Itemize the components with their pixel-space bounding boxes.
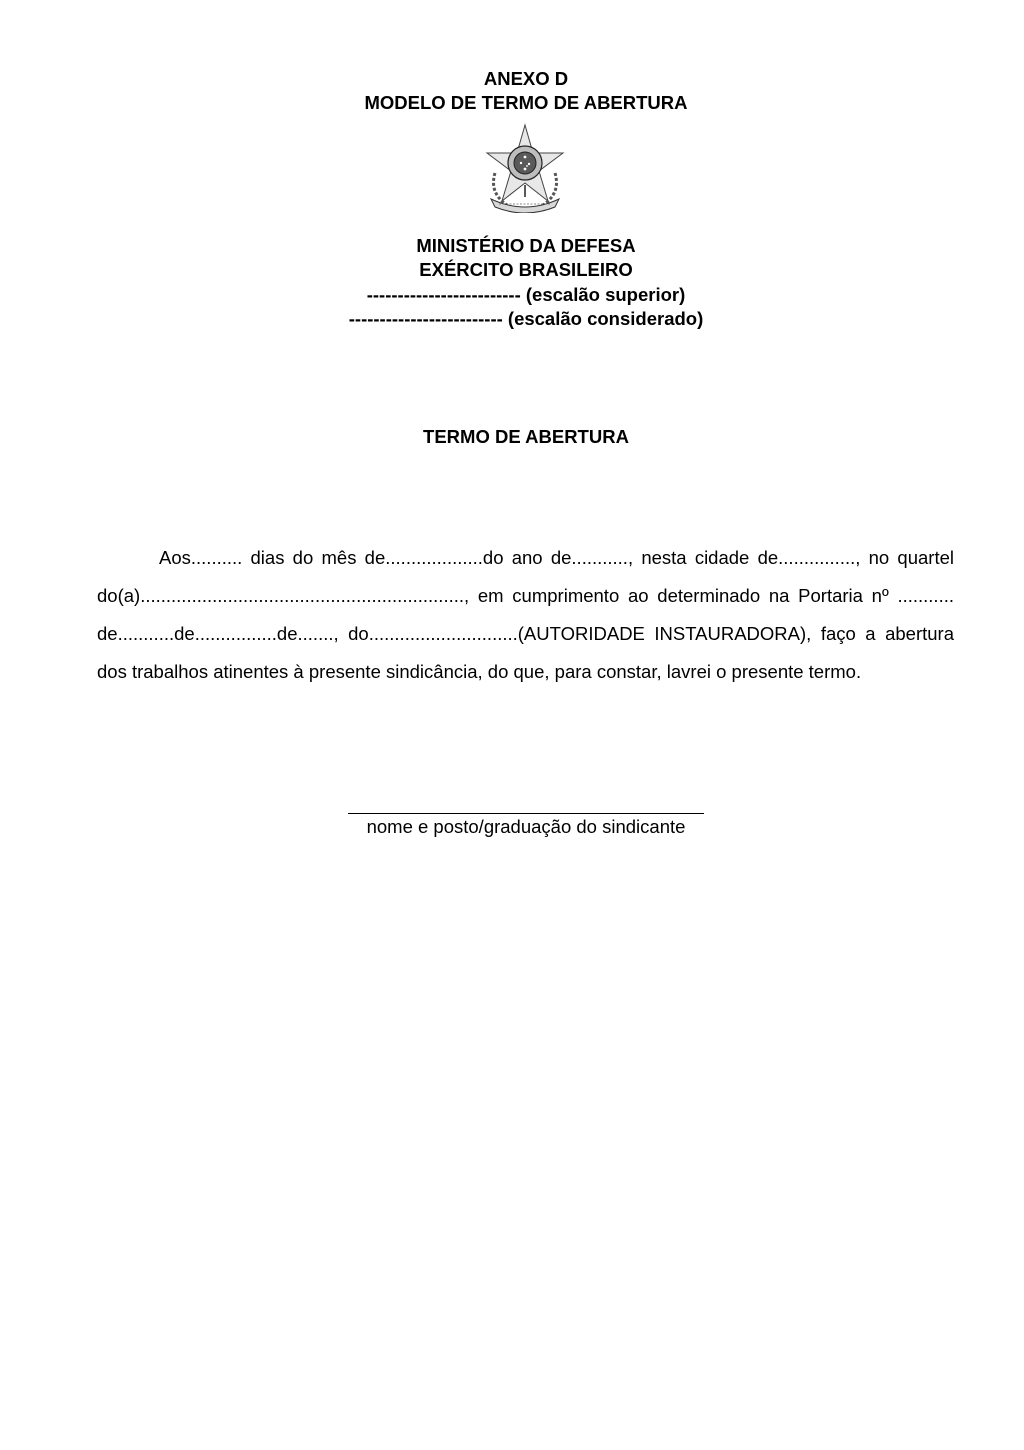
- signature-line: [348, 793, 704, 814]
- coat-of-arms-icon: [481, 123, 569, 213]
- model-title: MODELO DE TERMO DE ABERTURA: [364, 92, 688, 113]
- upper-echelon-line: ------------------------- (escalão superior): [366, 284, 686, 305]
- annex-label: ANEXO D: [483, 68, 569, 89]
- ministry-label: MINISTÉRIO DA DEFESA: [416, 235, 636, 256]
- army-label: EXÉRCITO BRASILEIRO: [419, 259, 633, 280]
- document-body: Aos.......... dias do mês de...................do ano de..........., nesta cidade de..............., no quartel do(a)..............................................................., em cumprimento ao determinado na Portaria nº ........... de...........de................de......., do.............................(AUTORIDADE INSTAURADORA), faço a abertura dos trabalhos atinentes à presente sindicância, do que, para constar, lavrei o presente termo.: [97, 547, 954, 682]
- document-title: TERMO DE ABERTURA: [423, 426, 629, 447]
- signature-label: nome e posto/graduação do sindicante: [366, 816, 686, 837]
- considered-echelon-line: ------------------------- (escalão considerado): [348, 308, 704, 329]
